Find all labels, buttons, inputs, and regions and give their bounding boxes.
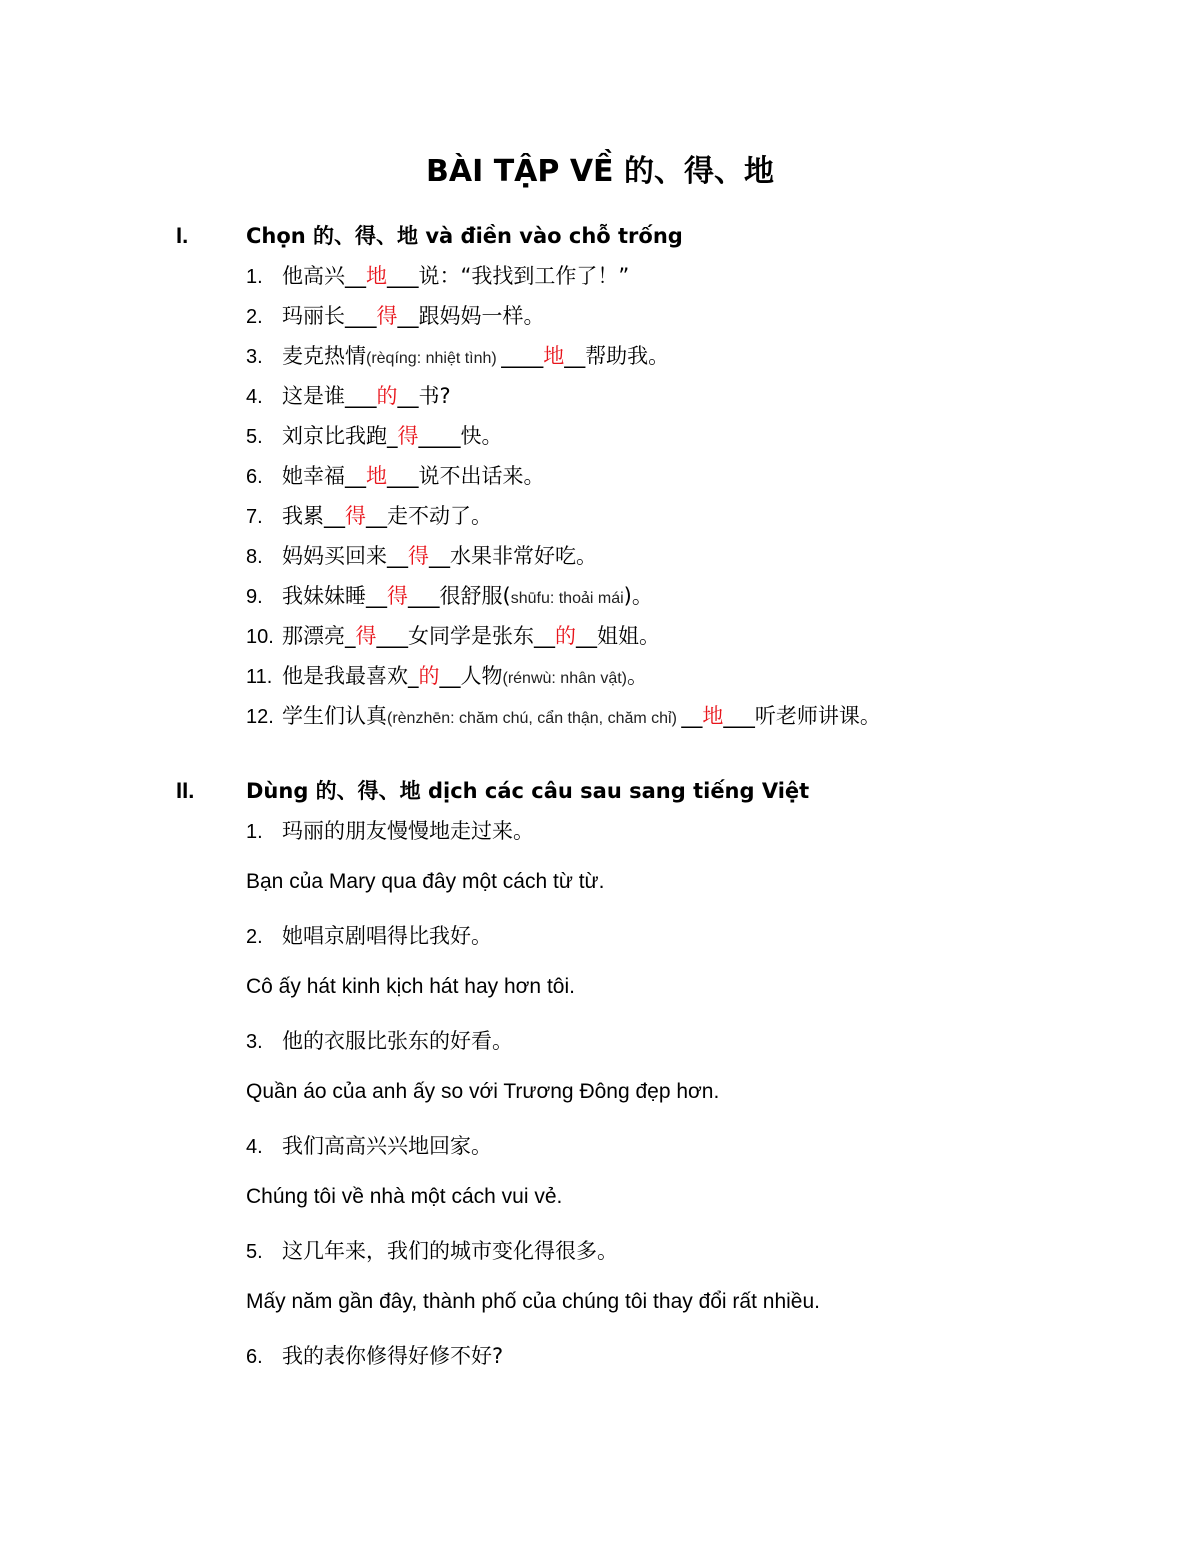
translation-2-4-vietnamese: Chúng tôi về nhà một cách vui vẻ. bbox=[246, 1185, 563, 1208]
item-text-rest: __走不动了。 bbox=[366, 504, 492, 528]
exercise-1-10 bbox=[246, 620, 660, 653]
item-number: 1. bbox=[246, 821, 263, 843]
item-number: 4. bbox=[246, 386, 263, 408]
chinese-sentence: 她唱京剧唱得比我好。 bbox=[282, 924, 492, 948]
item-number: 12. bbox=[246, 706, 274, 728]
blank: __ bbox=[387, 544, 408, 568]
blank: ___ bbox=[345, 384, 377, 408]
blank: _ bbox=[408, 664, 419, 688]
pinyin-note: (rèqíng: nhiệt tình) bbox=[366, 350, 502, 367]
page-title: BÀI TẬP VỀ 的、得、地 bbox=[426, 154, 774, 189]
translation-2-3-chinese bbox=[246, 1025, 513, 1058]
answer: 地 bbox=[366, 264, 387, 288]
exercise-1-5 bbox=[246, 420, 503, 453]
blank: _ bbox=[387, 424, 398, 448]
chinese-sentence: 这几年来，我们的城市变化得很多。 bbox=[282, 1239, 618, 1263]
blank-2: __ bbox=[534, 624, 555, 648]
item-number: 10. bbox=[246, 626, 274, 648]
blank: __ bbox=[345, 264, 366, 288]
section-1-title: Chọn 的、得、地 và điền vào chỗ trống bbox=[246, 224, 683, 248]
item-text: 学生们认真 bbox=[282, 704, 387, 728]
answer: 的 bbox=[376, 384, 398, 408]
answer: 地 bbox=[366, 464, 387, 488]
exercise-1-9 bbox=[246, 580, 653, 615]
item-text: 玛丽长 bbox=[282, 304, 345, 328]
translation-2-2-chinese bbox=[246, 920, 492, 953]
item-number: 1. bbox=[246, 266, 263, 288]
item-text-rest: __水果非常好吃。 bbox=[429, 544, 597, 568]
item-text: 我累 bbox=[282, 504, 324, 528]
item-number: 5. bbox=[246, 1241, 263, 1263]
exercise-1-1 bbox=[246, 260, 629, 293]
chinese-sentence: 我的表你修得好修不好? bbox=[282, 1344, 504, 1368]
item-number: 9. bbox=[246, 586, 263, 608]
blank: __ bbox=[324, 504, 345, 528]
item-text: 我妹妹睡 bbox=[282, 584, 366, 608]
item-text-end: )。 bbox=[623, 584, 653, 608]
exercise-1-8 bbox=[246, 540, 597, 573]
pinyin-note: (rénwù: nhân vật) bbox=[502, 670, 628, 687]
item-number: 11. bbox=[246, 666, 273, 688]
translation-2-2-vietnamese: Cô ấy hát kinh kịch hát hay hơn tôi. bbox=[246, 975, 575, 998]
item-text-rest: ___听老师讲课。 bbox=[723, 704, 881, 728]
exercise-1-4 bbox=[246, 380, 451, 413]
item-number: 4. bbox=[246, 1136, 263, 1158]
section-1-number: I. bbox=[176, 223, 189, 248]
exercise-1-11 bbox=[246, 660, 648, 695]
exercise-1-2 bbox=[246, 300, 545, 333]
item-text-rest: ___女同学是张东 bbox=[376, 624, 534, 648]
item-text: 他是我最喜欢 bbox=[282, 664, 408, 688]
chinese-sentence: 他的衣服比张东的好看。 bbox=[282, 1029, 513, 1053]
item-text: 她幸福 bbox=[282, 464, 345, 488]
item-number: 5. bbox=[246, 426, 263, 448]
item-text-rest: ___说不出话来。 bbox=[387, 464, 545, 488]
blank: __ bbox=[681, 704, 703, 728]
item-text: 刘京比我跑 bbox=[282, 424, 387, 448]
chinese-sentence: 玛丽的朋友慢慢地走过来。 bbox=[282, 819, 534, 843]
translation-2-6-chinese bbox=[246, 1340, 503, 1373]
answer-2: 的 bbox=[555, 624, 576, 648]
answer: 得 bbox=[387, 584, 408, 608]
item-text-rest: __书? bbox=[397, 384, 451, 408]
exercise-1-12 bbox=[246, 700, 881, 735]
item-text-end: 。 bbox=[627, 664, 649, 688]
pinyin-note: (rènzhēn: chăm chú, cẩn thận, chăm chỉ) bbox=[387, 710, 682, 727]
translation-2-1-chinese bbox=[246, 815, 534, 848]
section-2-title: Dùng 的、得、地 dịch các câu sau sang tiếng Việt bbox=[246, 779, 810, 803]
item-number: 2. bbox=[246, 926, 263, 948]
item-number: 8. bbox=[246, 546, 263, 568]
item-text-rest: __帮助我。 bbox=[564, 344, 670, 368]
item-text: 他高兴 bbox=[282, 264, 345, 288]
translation-2-5-vietnamese: Mấy năm gần đây, thành phố của chúng tôi thay đổi rất nhiều. bbox=[246, 1290, 820, 1313]
translation-2-1-vietnamese: Bạn của Mary qua đây một cách từ từ. bbox=[246, 870, 605, 893]
translation-2-4-chinese bbox=[246, 1130, 492, 1163]
answer: 地 bbox=[702, 704, 724, 728]
item-text-rest: __跟妈妈一样。 bbox=[397, 304, 545, 328]
item-number: 3. bbox=[246, 346, 263, 368]
blank: _ bbox=[345, 624, 356, 648]
item-text: 这是谁 bbox=[282, 384, 345, 408]
answer: 得 bbox=[376, 304, 398, 328]
blank: ____ bbox=[501, 344, 544, 368]
blank: __ bbox=[366, 584, 387, 608]
item-text-rest: ___说：“我找到工作了！” bbox=[387, 264, 630, 288]
exercise-1-6 bbox=[246, 460, 545, 493]
item-text: 那漂亮 bbox=[282, 624, 345, 648]
item-number: 3. bbox=[246, 1031, 263, 1053]
item-number: 6. bbox=[246, 466, 263, 488]
answer: 得 bbox=[355, 624, 377, 648]
item-number: 7. bbox=[246, 506, 263, 528]
item-text-rest: ____快。 bbox=[418, 424, 503, 448]
exercise-1-3 bbox=[246, 340, 669, 375]
chinese-sentence: 我们高高兴兴地回家。 bbox=[282, 1134, 492, 1158]
item-text: 妈妈买回来 bbox=[282, 544, 387, 568]
item-text-rest: __人物 bbox=[439, 664, 503, 688]
item-text-rest: ___很舒服( bbox=[408, 584, 511, 608]
answer: 得 bbox=[397, 424, 419, 448]
item-number: 6. bbox=[246, 1346, 263, 1368]
exercise-1-7 bbox=[246, 500, 492, 533]
answer: 得 bbox=[408, 544, 429, 568]
translation-2-5-chinese bbox=[246, 1235, 618, 1268]
blank: __ bbox=[345, 464, 366, 488]
item-text-end: __姐姐。 bbox=[576, 624, 660, 648]
answer: 的 bbox=[418, 664, 440, 688]
translation-2-3-vietnamese: Quần áo của anh ấy so với Trương Đông đẹp hơn. bbox=[246, 1080, 720, 1103]
answer: 得 bbox=[345, 504, 366, 528]
item-text: 麦克热情 bbox=[282, 344, 366, 368]
answer: 地 bbox=[543, 344, 565, 368]
blank: ___ bbox=[345, 304, 377, 328]
item-number: 2. bbox=[246, 306, 263, 328]
section-2-number: II. bbox=[176, 778, 195, 803]
pinyin-note: shūfu: thoải mái bbox=[510, 590, 624, 607]
